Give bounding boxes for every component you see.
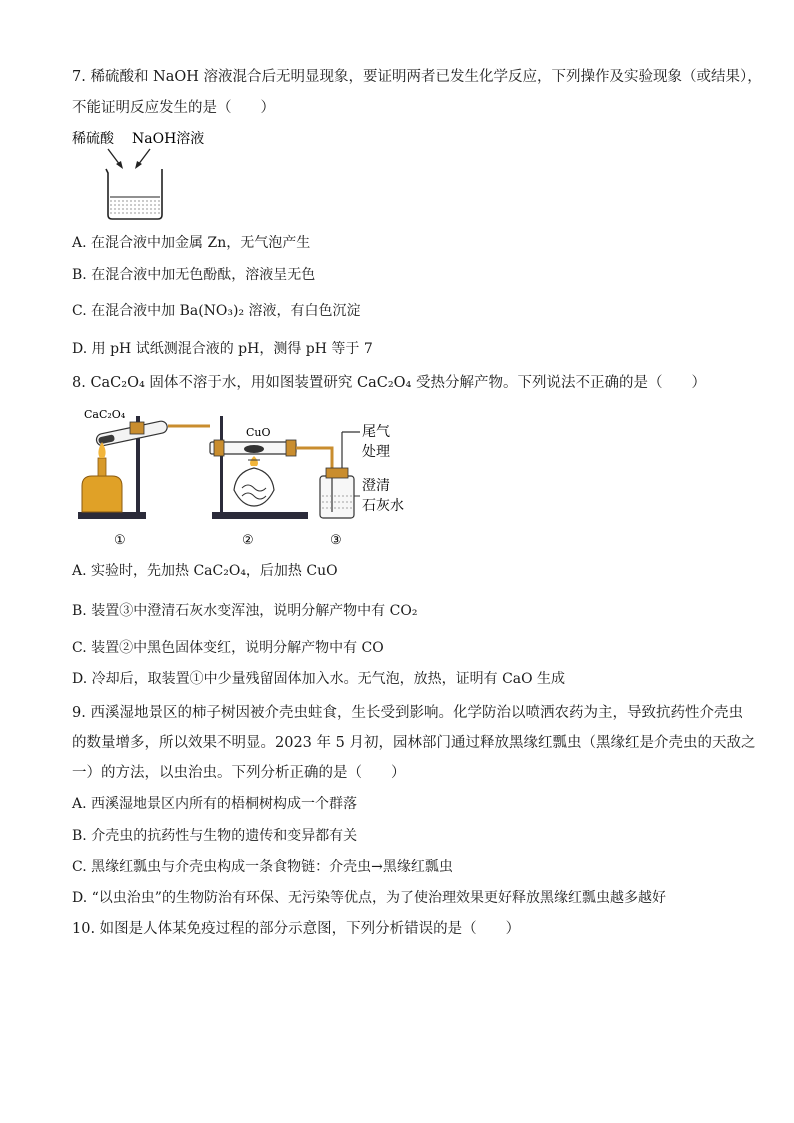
- q7-option-a: A. 在混合液中加金属 Zn，无气泡产生: [72, 235, 311, 251]
- q7-stem-line-2: 不能证明反应发生的是（ ）: [72, 100, 275, 116]
- q7-stem-line-1: 7. 稀硫酸和 NaOH 溶液混合后无明显现象，要证明两者已发生化学反应，下列操作及实验现象（或结果），: [72, 69, 762, 85]
- label-apparatus-2: ②: [242, 533, 254, 548]
- beaker-figure: [68, 125, 228, 225]
- q8-option-b: B. 装置③中澄清石灰水变浑浊，说明分解产物中有 CO₂: [72, 603, 418, 619]
- stand-rod-2: [220, 416, 223, 513]
- arrow-base-head: [135, 161, 142, 169]
- clamp-1: [130, 422, 144, 434]
- label-clear: 澄清: [362, 478, 390, 494]
- q9-option-b: B. 介壳虫的抗药性与生物的遗传和变异都有关: [72, 828, 358, 844]
- q8-option-a: A. 实验时，先加热 CaC₂O₄，后加热 CuO: [72, 563, 338, 579]
- arrow-acid-head: [116, 161, 123, 169]
- q9-stem-line-1: 9. 西溪湿地景区的柿子树因被介壳虫蛀食，生长受到影响。化学防治以喷洒农药为主，导致抗药性介壳虫: [72, 705, 743, 721]
- apparatus-figure: [74, 402, 424, 550]
- beaker: [106, 169, 162, 219]
- liquid-hatching: [110, 201, 160, 213]
- arrow-acid: [108, 149, 120, 165]
- label-dilute-sulfuric-acid: 稀硫酸: [72, 131, 114, 147]
- flame-2: [250, 456, 258, 466]
- q9-option-a: A. 西溪湿地景区内所有的梧桐树构成一个群落: [72, 796, 358, 812]
- stand-base-1: [78, 512, 146, 519]
- q7-option-b: B. 在混合液中加无色酚酞，溶液呈无色: [72, 267, 316, 283]
- stand-base-2: [212, 512, 308, 519]
- label-cac2o4: CaC₂O₄: [84, 408, 126, 421]
- q8-stem: 8. CaC₂O₄ 固体不溶于水，用如图装置研究 CaC₂O₄ 受热分解产物。下列说法不正确的是（ ）: [72, 375, 706, 391]
- arrow-base: [138, 149, 150, 165]
- q8-option-c: C. 装置②中黑色固体变红，说明分解产物中有 CO: [72, 640, 384, 656]
- label-apparatus-3: ③: [330, 533, 342, 548]
- gas-washing-bottle: [320, 476, 354, 518]
- q7-option-d: D. 用 pH 试纸测混合液的 pH，测得 pH 等于 7: [72, 341, 373, 357]
- q9-stem-line-2: 的数量增多，所以效果不明显。2023 年 5 月初，园林部门通过释放黑缘红瓢虫（黑缘红是介壳虫的天敌之: [72, 735, 756, 751]
- cuo-powder: [244, 445, 264, 453]
- alcohol-lamp-2: [234, 468, 274, 506]
- label-limewater: 石灰水: [362, 498, 404, 514]
- q9-stem-line-3: 一）的方法，以虫治虫。下列分析正确的是（ ）: [72, 765, 406, 781]
- label-naoh-solution: NaOH溶液: [132, 131, 205, 147]
- label-cuo: CuO: [246, 426, 271, 439]
- q7-option-c: C. 在混合液中加 Ba(NO₃)₂ 溶液，有白色沉淀: [72, 303, 361, 319]
- label-treatment: 处理: [362, 444, 390, 460]
- q9-option-d: D. “以虫治虫”的生物防治有环保、无污染等优点，为了使治理效果更好释放黑缘红瓢虫越多越好: [72, 890, 666, 906]
- label-apparatus-1: ①: [114, 533, 126, 548]
- label-tail-gas: 尾气: [362, 424, 390, 440]
- q10-stem: 10. 如图是人体某免疫过程的部分示意图，下列分析错误的是（ ）: [72, 921, 521, 937]
- q9-option-c: C. 黑缘红瓢虫与介壳虫构成一条食物链：介壳虫→黑缘红瓢虫: [72, 859, 453, 875]
- alcohol-burner-1: [82, 476, 122, 512]
- q8-option-d: D. 冷却后，取装置①中少量残留固体加入水。无气泡，放热，证明有 CaO 生成: [72, 671, 566, 687]
